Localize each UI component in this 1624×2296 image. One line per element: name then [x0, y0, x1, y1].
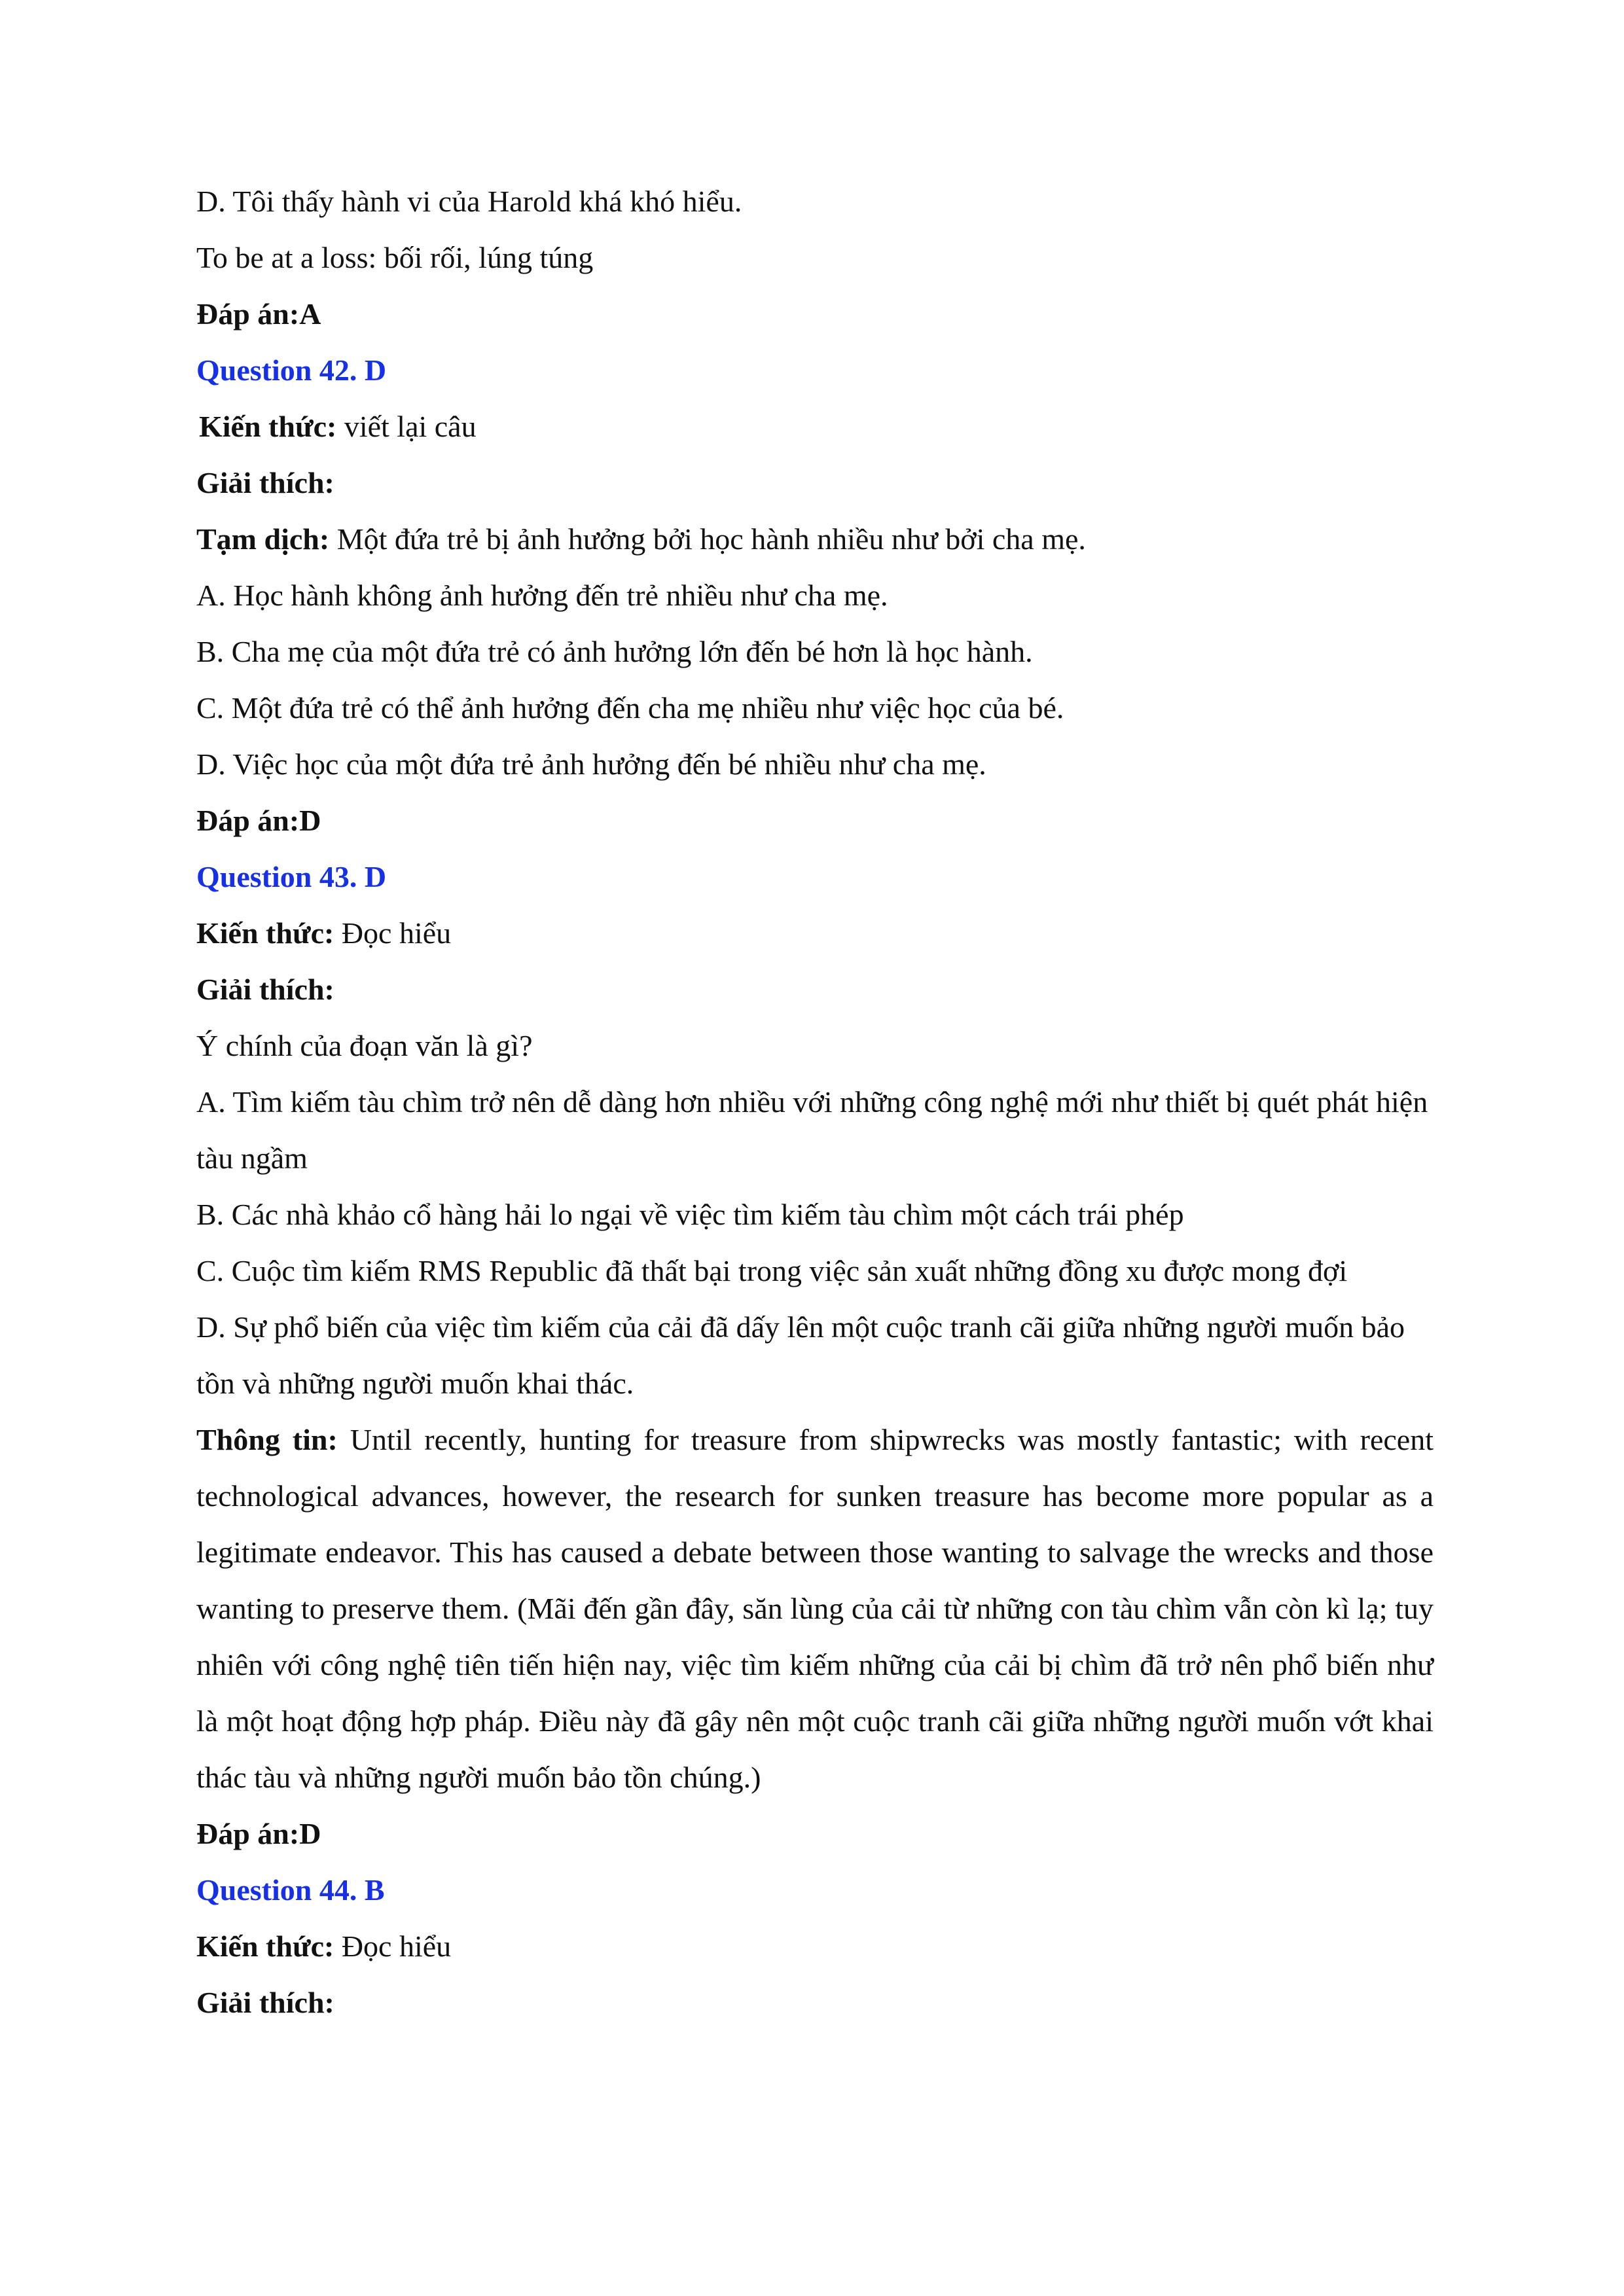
prev-answer: [196, 286, 1434, 342]
info-label: Thông tin:: [196, 1423, 338, 1456]
q44-knowledge: [196, 1918, 1434, 1975]
q42-option-c: C. Một đứa trẻ có thể ảnh hưởng đến cha mẹ nhiều như việc học của bé.: [196, 691, 1064, 725]
q42-knowledge: [196, 399, 1434, 455]
q42-option-d: D. Việc học của một đứa trẻ ảnh hưởng đến bé nhiều như cha mẹ.: [196, 747, 986, 781]
q43-answer: [196, 1806, 1434, 1862]
answer-label: Đáp án:: [196, 804, 300, 837]
knowledge-label: Kiến thức:: [196, 916, 334, 950]
translation-label: Tạm dịch:: [196, 522, 330, 556]
q42-explain-label: Giải thích:: [196, 466, 334, 499]
question-44-heading: Question 44. B: [196, 1873, 385, 1907]
answer-label: Đáp án:: [196, 1817, 300, 1850]
q43-question: Ý chính của đoạn văn là gì?: [196, 1029, 533, 1062]
answer-value: D: [299, 804, 321, 837]
answer-value: D: [299, 1817, 321, 1850]
knowledge-label: Kiến thức:: [199, 410, 337, 443]
q42-answer: [196, 793, 1434, 849]
info-value: Until recently, hunting for treasure from shipwrecks was mostly fantastic; with recent technological advances, however, the research for sunken treasure has become more popular as a legitimate endeavor. This has caused a debate between those wanting to salvage the wrecks and those wanting to preserve them. (Mãi đến gần đây, săn lùng của cải từ những con tàu chìm vẫn còn kì lạ; tuy nhiên với công nghệ tiên tiến hiện nay, việc tìm kiếm những của cải bị chìm đã trở nên phổ biến như là một hoạt động hợp pháp. Điều này đã gây nên một cuộc tranh cãi giữa những người muốn vớt khai thác tàu và những người muốn bảo tồn chúng.): [196, 1423, 1434, 1794]
q43-info-paragraph: [196, 1412, 1434, 1806]
knowledge-value: viết lại câu: [336, 410, 477, 443]
q42-translation: [196, 511, 1434, 567]
knowledge-value: Đọc hiểu: [334, 1929, 452, 1963]
question-43-heading: Question 43. D: [196, 860, 387, 893]
q43-option-a: A. Tìm kiếm tàu chìm trở nên dễ dàng hơn nhiều với những công nghệ mới như thiết bị quét phát hiện tàu ngầm: [196, 1085, 1428, 1175]
answer-label: Đáp án:: [196, 297, 300, 331]
q43-option-b: B. Các nhà khảo cổ hàng hải lo ngại về việc tìm kiếm tàu chìm một cách trái phép: [196, 1198, 1184, 1231]
q43-explain-label: Giải thích:: [196, 973, 334, 1006]
answer-key-content: [196, 173, 1434, 2031]
answer-value: A: [299, 297, 321, 331]
translation-value: Một đứa trẻ bị ảnh hưởng bởi học hành nhiều như bởi cha mẹ.: [329, 522, 1086, 556]
q42-option-a: A. Học hành không ảnh hưởng đến trẻ nhiều như cha mẹ.: [196, 579, 888, 612]
q43-knowledge: [196, 905, 1434, 961]
q43-option-d: D. Sự phổ biến của việc tìm kiếm của cải đã dấy lên một cuộc tranh cãi giữa những người muốn bảo tồn và những người muốn khai thác.: [196, 1310, 1405, 1400]
q43-option-c: C. Cuộc tìm kiếm RMS Republic đã thất bại trong việc sản xuất những đồng xu được mong đợi: [196, 1254, 1348, 1287]
q44-explain-label: Giải thích:: [196, 1986, 334, 2019]
prev-idiom-note: To be at a loss: bối rối, lúng túng: [196, 241, 594, 274]
question-42-heading: Question 42. D: [196, 353, 387, 387]
prev-option-d: D. Tôi thấy hành vi của Harold khá khó hiểu.: [196, 185, 742, 218]
q42-option-b: B. Cha mẹ của một đứa trẻ có ảnh hưởng lớn đến bé hơn là học hành.: [196, 635, 1033, 668]
knowledge-label: Kiến thức:: [196, 1929, 334, 1963]
knowledge-value: Đọc hiểu: [334, 916, 452, 950]
